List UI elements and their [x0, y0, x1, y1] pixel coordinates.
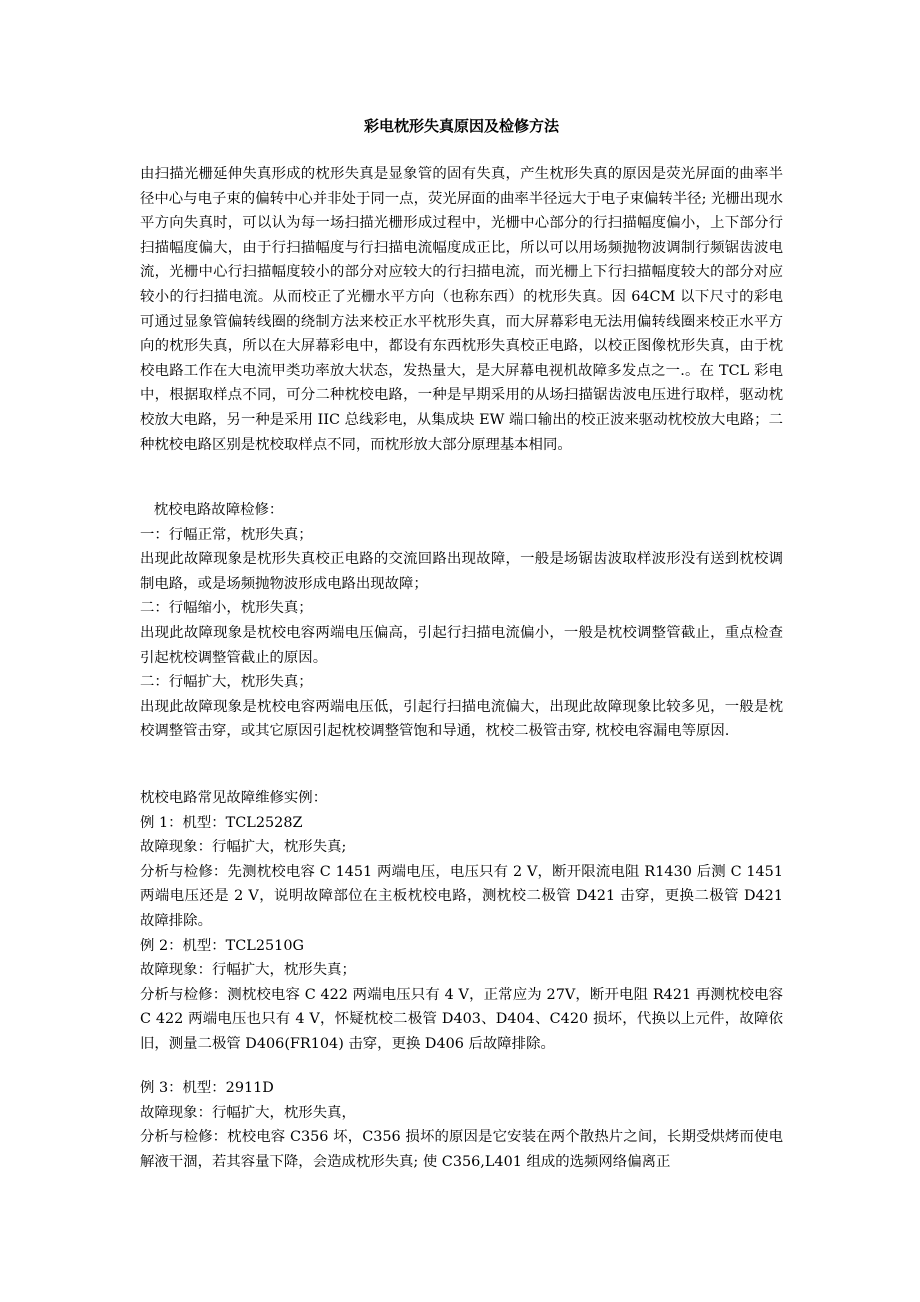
fault-section-heading: 枕校电路故障检修： — [140, 502, 284, 518]
example-1-analysis: 分析与检修：先测枕校电容 C 1451 两端电压，电压只有 2 V，断开限流电阻 R1430 后测 C 1451 两端电压还是 2 V，说明故障部位在主板枕校电路，测枕校二极管 D421 击穿，更换二极管 D421 故障排除。 — [140, 863, 783, 929]
example-1-symptom: 故障现象：行幅扩大，枕形失真; — [140, 839, 347, 856]
example-1-model: 例 1：机型：TCL2528Z — [140, 814, 303, 831]
example-3-symptom: 故障现象：行幅扩大，枕形失真， — [140, 1104, 356, 1121]
example-2-model: 例 2：机型：TCL2510G — [140, 937, 304, 954]
examples-section-continued — [140, 1076, 783, 1174]
fault-case-3-text: 出现此故障现象是枕校电容两端电压低，引起行扫描电流偏大，出现此故障现象比较多见，一般是枕校调整管击穿，或其它原因引起枕校调整管饱和导通，枕校二极管击穿, 枕校电容漏电等原因. — [140, 698, 783, 740]
fault-case-3-title: 二：行幅扩大，枕形失真； — [140, 674, 313, 691]
example-3-model: 例 3：机型：2911D — [140, 1080, 274, 1096]
example-3-analysis: 分析与检修：枕校电容 C356 坏，C356 损坏的原因是它安装在两个散热片之间，长期受烘烤而使电解液干涸，若其容量下降，会造成枕形失真; 使 C356,L401 组成的选频网络偏离正 — [140, 1129, 783, 1170]
intro-paragraph: 由扫描光栅延伸失真形成的枕形失真是显象管的固有失真，产生枕形失真的原因是荧光屏面的曲率半径中心与电子束的偏转中心并非处于同一点，荧光屏面的曲率半径远大于电子束偏转半径; 光栅出现水平方向失真时，可以认为每一场扫描光栅形成过程中，光栅中心部分的行扫描幅度偏小，上下部分行扫描幅度偏大，由于行扫描幅度与行扫描电流幅度成正比，所以可以用场频抛物波调制行频锯齿波电流，光栅中心行扫描幅度较小的部分对应较大的行扫描电流，而光栅上下行扫描幅度较大的部分对应较小的行扫描电流。从而校正了光栅水平方向（也称东西）的枕形失真。因 64CM 以下尺寸的彩电可通过显象管偏转线圈的绕制方法来校正水平枕形失真，而大屏幕彩电无法用偏转线圈来校正水平方向的枕形失真，所以在大屏幕彩电中，都设有东西枕形失真校正电路，以校正图像枕形失真，由于枕校电路工作在大电流甲类功率放大状态，发热量大，是大屏幕电视机故障多发点之一.。在 TCL 彩电中，根据取样点不同，可分二种枕校电路，一种是早期采用的从场扫描锯齿波电压进行取样，驱动枕校放大电路，另一种是采用 IIC 总线彩电，从集成块 EW 端口输出的校正波来驱动枕校放大电路；二种枕校电路区别是枕校取样点不同，而枕形放大部分原理基本相同。 — [140, 166, 783, 453]
fault-case-2-text: 出现此故障现象是枕校电容两端电压偏高，引起行扫描电流偏小，一般是枕校调整管截止，重点检查引起枕校调整管截止的原因。 — [140, 624, 783, 666]
examples-section — [140, 786, 783, 1057]
fault-case-2-title: 二：行幅缩小，枕形失真； — [140, 600, 313, 617]
fault-case-1-text: 出现此故障现象是枕形失真校正电路的交流回路出现故障，一般是场锯齿波取样波形没有送到枕校调制电路，或是场频抛物波形成电路出现故障； — [140, 551, 783, 592]
document-title: 彩电枕形失真原因及检修方法 — [363, 117, 559, 135]
fault-section — [140, 498, 783, 744]
example-2-analysis: 分析与检修：测枕校电容 C 422 两端电压只有 4 V，正常应为 27V，断开电阻 R421 再测枕校电容 C 422 两端电压也只有 4 V，怀疑枕校二极管 D403、D404、C420 损坏，代换以上元件，故障依旧，测量二极管 D406(FR104) 击穿，更换 D406 后故障排除。 — [140, 986, 783, 1052]
example-2-symptom: 故障现象：行幅扩大，枕形失真； — [140, 962, 356, 979]
fault-case-1-title: 一：行幅正常，枕形失真； — [140, 526, 313, 543]
examples-heading: 枕校电路常见故障维修实例： — [140, 790, 328, 806]
